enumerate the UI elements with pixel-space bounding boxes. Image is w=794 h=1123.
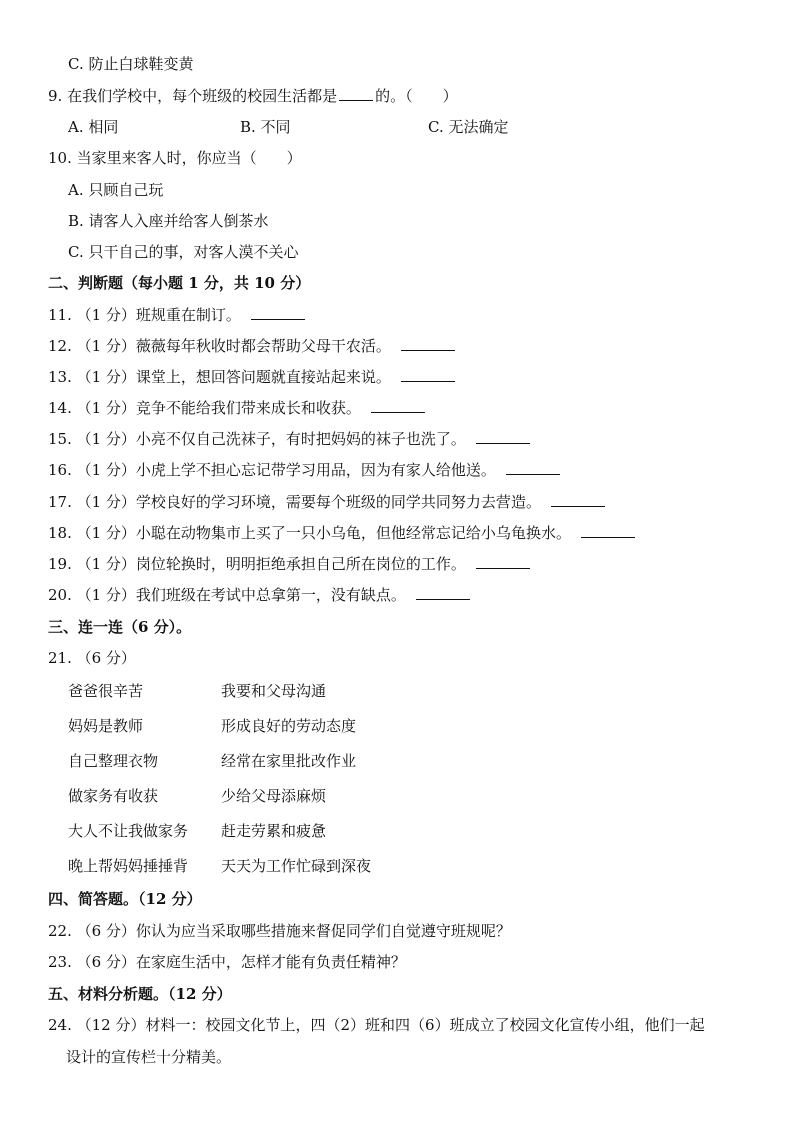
q22-stem: 22. （6 分）你认为应当采取哪些措施来督促同学们自觉遵守班规呢？ [48, 922, 511, 940]
judge-item: 15. （1 分）小亮不仅自己洗袜子，有时把妈妈的袜子也洗了。 [48, 429, 530, 449]
judge-item: 14. （1 分）竞争不能给我们带来成长和收获。 [48, 398, 425, 418]
q24-line-1: 24. （12 分）材料一：校园文化节上，四（2）班和四（6）班成立了校园文化宣传小组，他们一起 [48, 1016, 705, 1034]
match-left-item: 自己整理衣物 [68, 752, 159, 770]
match-right-item: 我要和父母沟通 [221, 682, 327, 700]
q9-option-c: C. 无法确定 [428, 118, 509, 136]
section4-title: 四、简答题。（12 分） [48, 890, 202, 908]
match-left-item: 大人不让我做家务 [68, 822, 189, 840]
q9-stem [48, 86, 458, 106]
answer-blank[interactable] [476, 429, 530, 444]
answer-blank[interactable] [371, 398, 425, 413]
match-left-item: 做家务有收获 [68, 787, 159, 805]
judge-item: 20. （1 分）我们班级在考试中总拿第一，没有缺点。 [48, 585, 470, 605]
match-right-item: 形成良好的劳动态度 [221, 717, 357, 735]
q21-stem: 21. （6 分） [48, 649, 136, 667]
judge-item: 18. （1 分）小聪在动物集市上买了一只小乌龟，但他经常忘记给小乌龟换水。 [48, 523, 635, 543]
answer-blank[interactable] [581, 523, 635, 538]
answer-blank[interactable] [416, 585, 470, 600]
q9-option-a: A. 相同 [68, 118, 119, 136]
match-left-item: 妈妈是教师 [68, 717, 144, 735]
match-left-item: 晚上帮妈妈捶捶背 [68, 857, 189, 875]
match-right-item: 天天为工作忙碌到深夜 [221, 857, 372, 875]
match-right-item: 赶走劳累和疲惫 [221, 822, 327, 840]
q24-line-2: 设计的宣传栏十分精美。 [66, 1048, 232, 1066]
match-right-item: 经常在家里批改作业 [221, 752, 357, 770]
match-right-item: 少给父母添麻烦 [221, 787, 327, 805]
judge-item: 19. （1 分）岗位轮换时，明明拒绝承担自己所在岗位的工作。 [48, 554, 530, 574]
q10-option-a: A. 只顾自己玩 [68, 181, 164, 199]
q9-fill-blank[interactable] [339, 86, 373, 101]
judge-item: 12. （1 分）薇薇每年秋收时都会帮助父母干农活。 [48, 336, 455, 356]
answer-blank[interactable] [401, 367, 455, 382]
answer-blank[interactable] [476, 554, 530, 569]
q10-option-b: B. 请客人入座并给客人倒茶水 [68, 212, 269, 230]
q9-prefix: 9. 在我们学校中，每个班级的校园生活都是 [48, 87, 338, 105]
answer-blank[interactable] [401, 336, 455, 351]
section2-title: 二、判断题（每小题 1 分，共 10 分） [48, 274, 311, 292]
judge-item: 11. （1 分）班规重在制订。 [48, 305, 305, 325]
q10-option-c: C. 只干自己的事，对客人漠不关心 [68, 243, 299, 261]
answer-blank[interactable] [251, 305, 305, 320]
q9-option-b: B. 不同 [240, 118, 291, 136]
q23-stem: 23. （6 分）在家庭生活中，怎样才能有负责任精神？ [48, 953, 406, 971]
answer-blank[interactable] [506, 460, 560, 475]
answer-blank[interactable] [551, 492, 605, 507]
q9-suffix: 的。（ ） [375, 87, 458, 105]
judge-item: 13. （1 分）课堂上，想回答问题就直接站起来说。 [48, 367, 455, 387]
q8-option-c: C. 防止白球鞋变黄 [68, 55, 194, 73]
section5-title: 五、材料分析题。（12 分） [48, 985, 232, 1003]
match-left-item: 爸爸很辛苦 [68, 682, 144, 700]
q10-stem: 10. 当家里来客人时，你应当（ ） [48, 149, 302, 167]
section3-title: 三、连一连（6 分）。 [48, 618, 192, 636]
judge-item: 17. （1 分）学校良好的学习环境，需要每个班级的同学共同努力去营造。 [48, 492, 605, 512]
judge-item: 16. （1 分）小虎上学不担心忘记带学习用品，因为有家人给他送。 [48, 460, 560, 480]
